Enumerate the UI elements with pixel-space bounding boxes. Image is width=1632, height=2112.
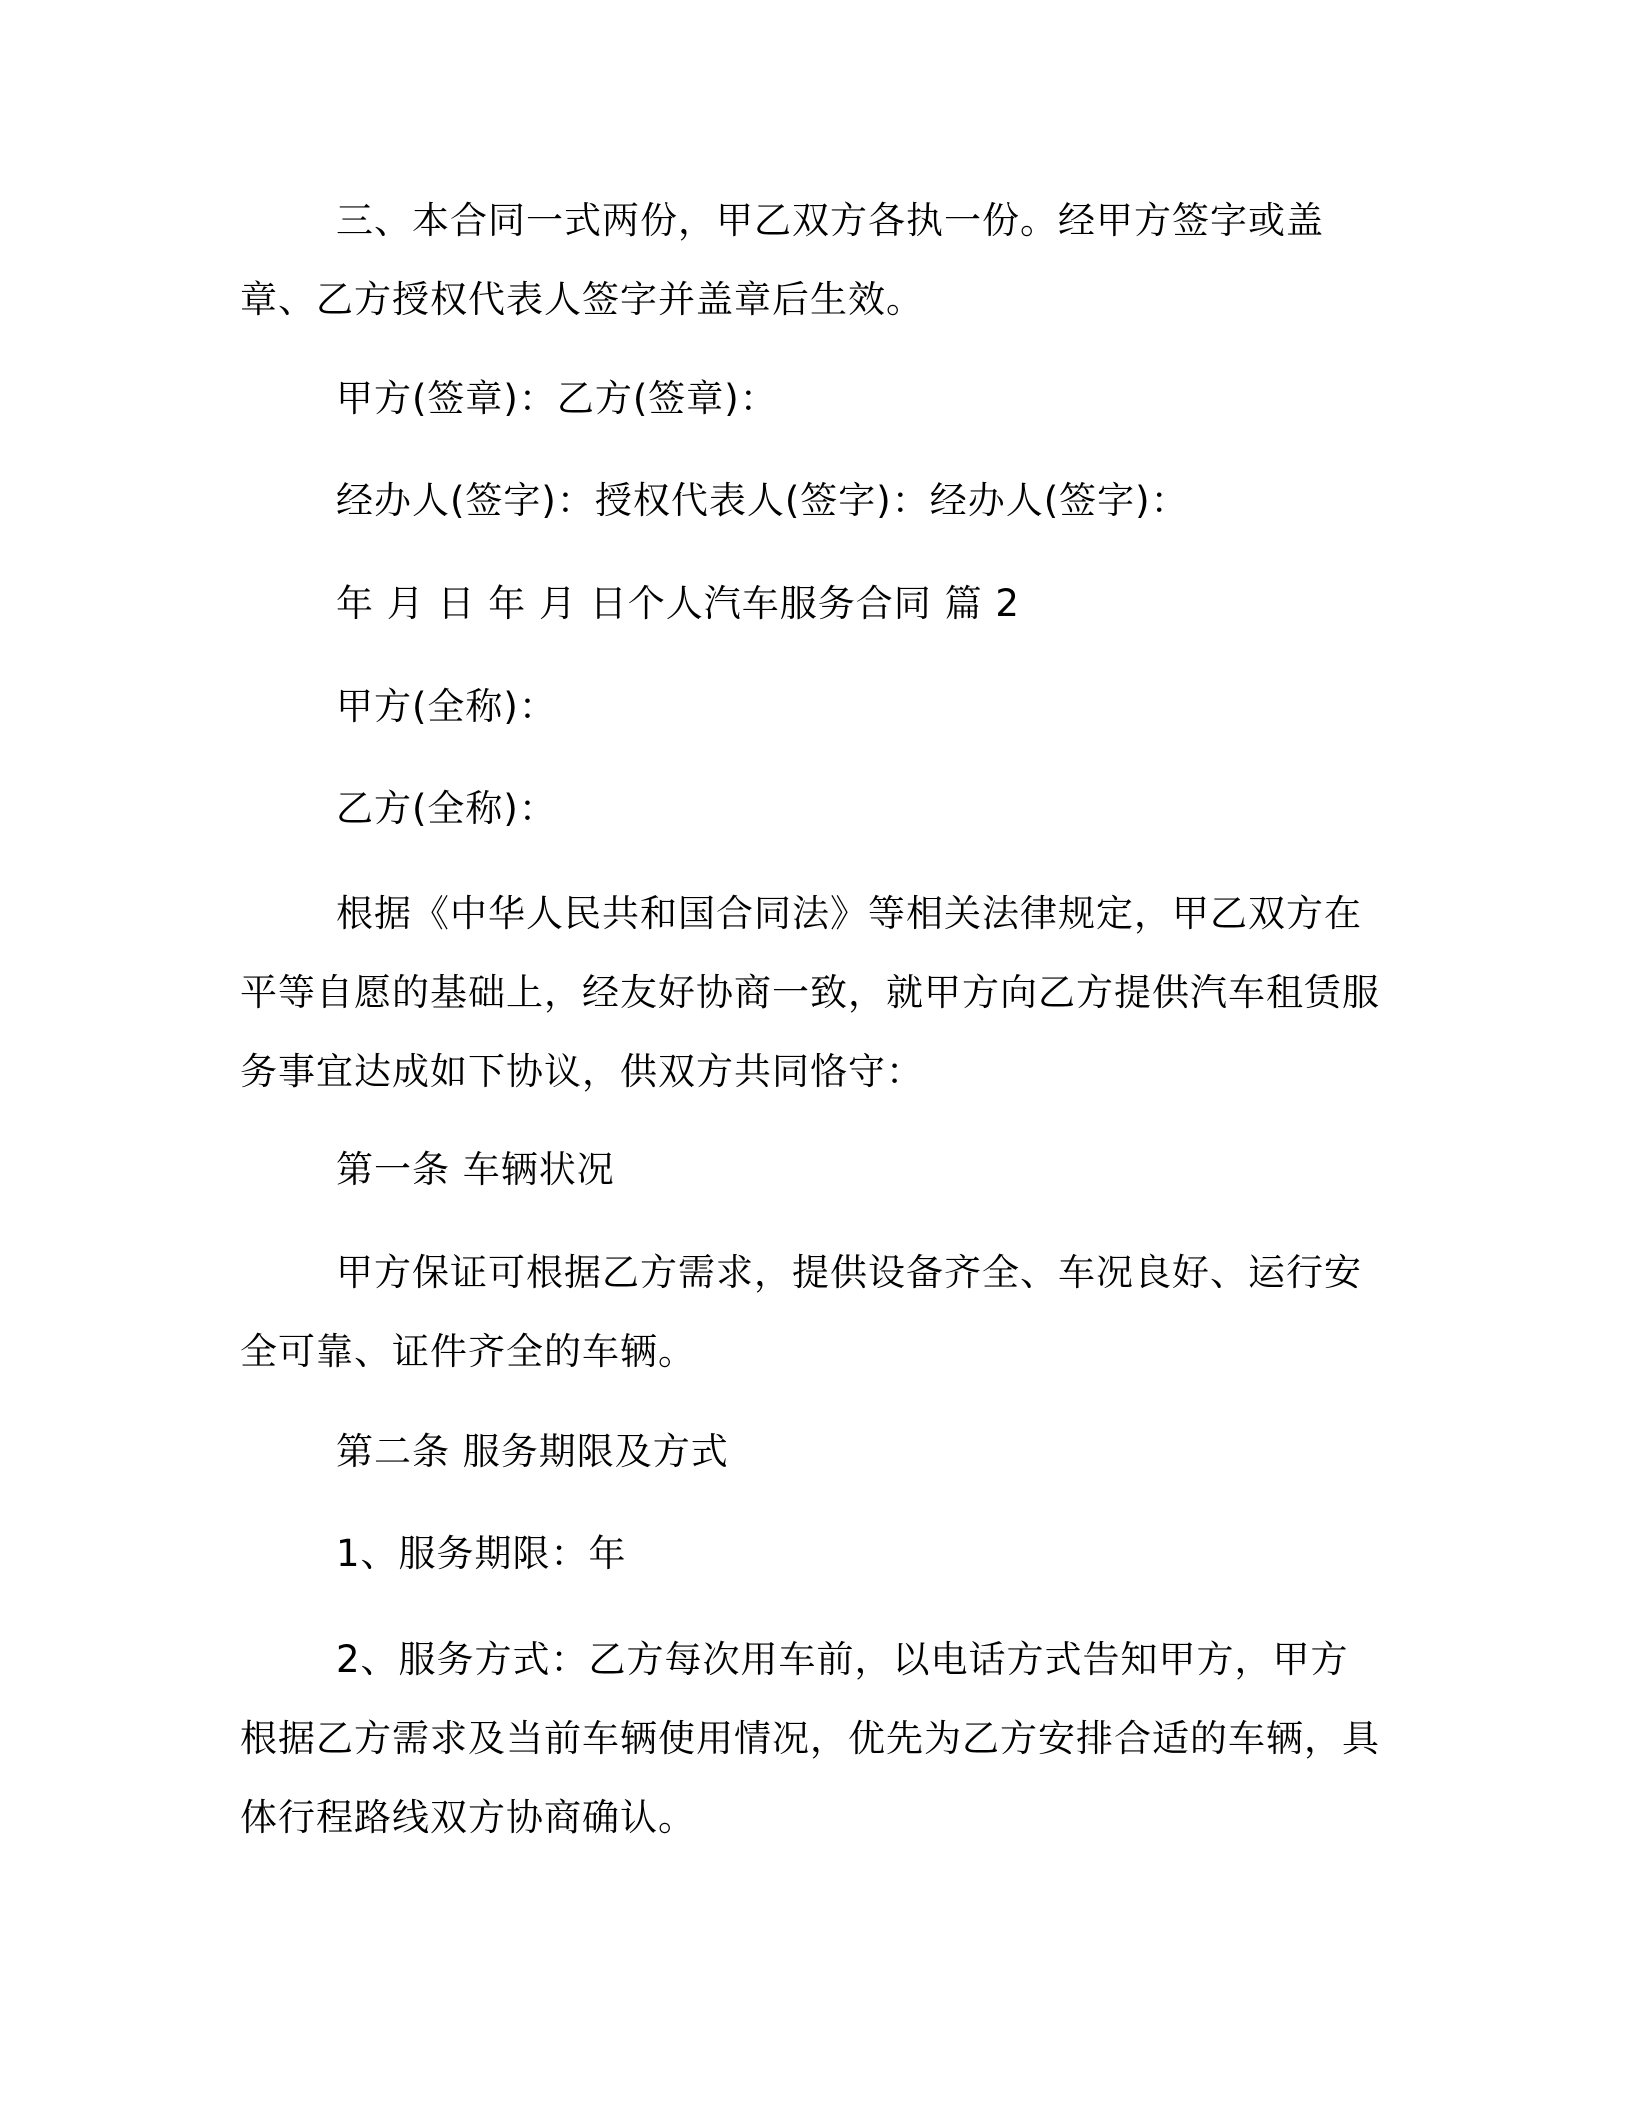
agent-signature-line: 经办人(签字)：授权代表人(签字)：经办人(签字)：: [336, 479, 1189, 522]
service-method-item: 2、服务方式：乙方每次用车前，以电话方式告知甲方，甲方根据乙方需求及当前车辆使用情况，优先为乙方安排合适的车辆，具体行程路线双方协商确认。: [240, 1638, 1380, 1839]
party-a-fullname: 甲方(全称)：: [336, 685, 557, 728]
article-two-heading: 第二条 服务期限及方式: [336, 1430, 729, 1473]
party-b-fullname: 乙方(全称)：: [336, 787, 557, 830]
service-term-item: 1、服务期限：年: [336, 1532, 627, 1575]
article-one-heading: 第一条 车辆状况: [336, 1148, 615, 1191]
party-signature-line: 甲方(签章)：乙方(签章)：: [336, 377, 778, 420]
article-one-body: 甲方保证可根据乙方需求，提供设备齐全、车况良好、运行安全可靠、证件齐全的车辆。: [240, 1251, 1362, 1373]
date-and-contract-title: 年 月 日 年 月 日个人汽车服务合同 篇 2: [336, 582, 1020, 625]
preamble-paragraph: 根据《中华人民共和国合同法》等相关法律规定，甲乙双方在平等自愿的基础上，经友好协商一致，就甲方向乙方提供汽车租赁服务事宜达成如下协议，供双方共同恪守：: [240, 892, 1380, 1093]
clause-three-paragraph: 三、本合同一式两份，甲乙双方各执一份。经甲方签字或盖章、乙方授权代表人签字并盖章后生效。: [240, 199, 1324, 321]
